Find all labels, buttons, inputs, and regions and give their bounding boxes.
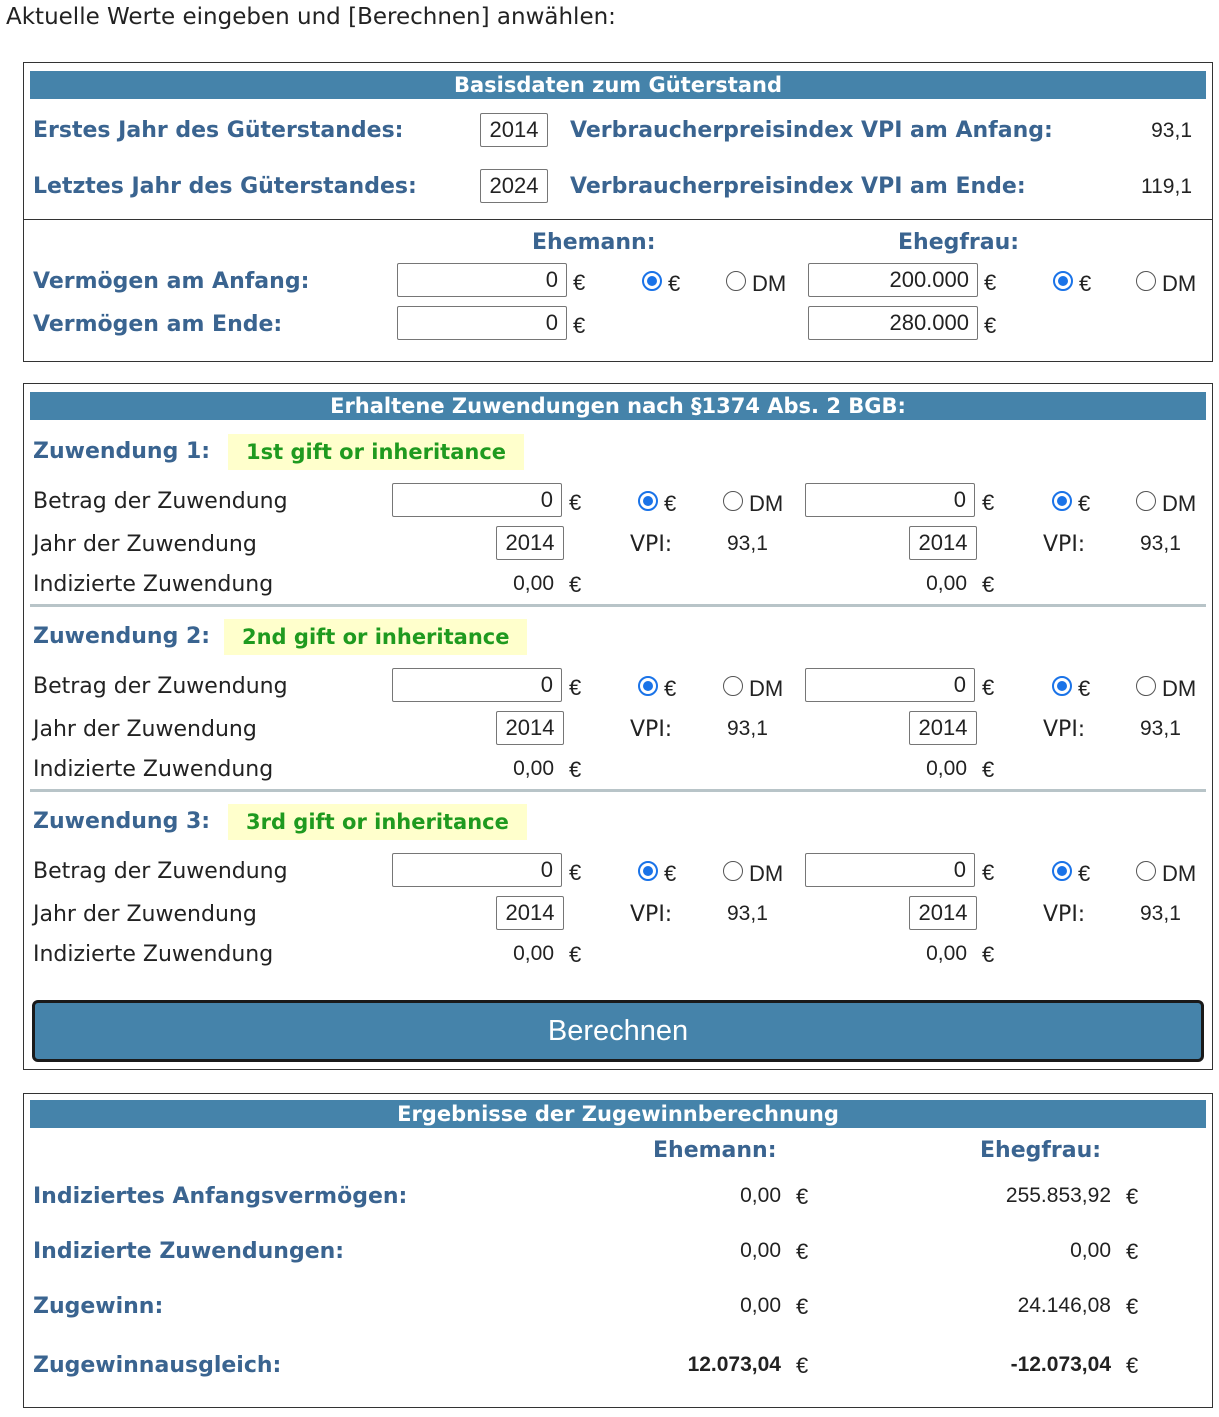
first-year-input[interactable]: 2014 (480, 113, 548, 147)
currency-label: € (982, 675, 995, 700)
currency-label: € (796, 1353, 809, 1378)
frau-indiziert-value: 0,00 (926, 572, 967, 595)
currency-label: € (796, 1294, 809, 1319)
ergebnis-frau-value: 0,00 (1070, 1239, 1111, 1262)
radio-dm-label: DM (749, 491, 784, 516)
ergebnis-frau-value: 255.853,92 (1005, 1184, 1111, 1207)
mann-betrag-eur-radio[interactable] (638, 491, 658, 511)
zuwendung-separator (30, 789, 1206, 792)
indiziert-label: Indizierte Zuwendung (33, 572, 274, 597)
currency-label: € (1126, 1294, 1139, 1319)
radio-eur-label: € (664, 861, 677, 886)
vpi-end-value: 119,1 (1141, 175, 1192, 198)
zuwendung-tag: 1st gift or inheritance (228, 434, 524, 470)
zuwendungen-panel (23, 383, 1213, 1070)
frau-betrag-input[interactable]: 0 (805, 853, 975, 887)
mann-betrag-input[interactable]: 0 (392, 853, 562, 887)
currency-label: € (984, 270, 997, 295)
frau-betrag-dm-radio[interactable] (1136, 861, 1156, 881)
vermoegen-ende-label: Vermögen am Ende: (33, 312, 283, 337)
vpi-label: VPI: (1043, 902, 1086, 927)
ergebnis-row-label: Indizierte Zuwendungen: (33, 1239, 345, 1264)
frau-betrag-dm-radio[interactable] (1136, 491, 1156, 511)
currency-label: € (982, 942, 995, 967)
currency-label: € (982, 860, 995, 885)
radio-eur-label: € (1078, 676, 1091, 701)
last-year-input[interactable]: 2024 (480, 169, 548, 203)
ergebnis-mann-value: 12.073,04 (687, 1353, 781, 1376)
currency-label: € (984, 313, 997, 338)
currency-label: € (982, 572, 995, 597)
mann-betrag-dm-radio[interactable] (723, 491, 743, 511)
zuwendung-title: Zuwendung 2: (33, 624, 211, 649)
frau-ende-input[interactable]: 280.000 (808, 306, 978, 340)
frau-indiziert-value: 0,00 (926, 757, 967, 780)
currency-label: € (569, 572, 582, 597)
basisdaten-header: Basisdaten zum Güterstand (30, 71, 1206, 99)
indiziert-label: Indizierte Zuwendung (33, 757, 274, 782)
currency-label: € (982, 490, 995, 515)
radio-eur-label: € (668, 271, 681, 296)
jahr-label: Jahr der Zuwendung (33, 717, 257, 742)
frau-jahr-input[interactable]: 2014 (909, 896, 977, 930)
radio-dm-label: DM (1162, 861, 1197, 886)
mann-betrag-eur-radio[interactable] (638, 861, 658, 881)
mann-anfang-eur-radio[interactable] (642, 271, 662, 291)
radio-eur-label: € (664, 676, 677, 701)
frau-vpi-value: 93,1 (1140, 902, 1181, 925)
currency-label: € (796, 1239, 809, 1264)
ergebnis-mann-value: 0,00 (740, 1294, 781, 1317)
zuwendung-separator (30, 604, 1206, 607)
zuwendung-tag: 3rd gift or inheritance (228, 804, 527, 840)
frau-betrag-dm-radio[interactable] (1136, 676, 1156, 696)
currency-label: € (1126, 1353, 1139, 1378)
frau-anfang-input[interactable]: 200.000 (808, 263, 978, 297)
frau-jahr-input[interactable]: 2014 (909, 711, 977, 745)
currency-label: € (1126, 1184, 1139, 1209)
mann-betrag-dm-radio[interactable] (723, 676, 743, 696)
ergebnis-row-label: Indiziertes Anfangsvermögen: (33, 1184, 408, 1209)
jahr-label: Jahr der Zuwendung (33, 902, 257, 927)
zuwendung-tag: 2nd gift or inheritance (224, 619, 527, 655)
currency-label: € (796, 1184, 809, 1209)
mann-vpi-value: 93,1 (727, 902, 768, 925)
basisdaten-panel (23, 62, 1213, 362)
vermoegen-anfang-label: Vermögen am Anfang: (33, 269, 310, 294)
indiziert-label: Indizierte Zuwendung (33, 942, 274, 967)
frau-betrag-eur-radio[interactable] (1052, 861, 1072, 881)
mann-indiziert-value: 0,00 (513, 572, 554, 595)
radio-dm-label: DM (1162, 491, 1197, 516)
radio-dm-label: DM (749, 861, 784, 886)
basisdaten-divider (24, 219, 1212, 220)
berechnen-button[interactable]: Berechnen (32, 1000, 1204, 1062)
vpi-end-label: Verbraucherpreisindex VPI am Ende: (570, 174, 1026, 199)
currency-label: € (573, 313, 586, 338)
radio-eur-label: € (1078, 491, 1091, 516)
jahr-label: Jahr der Zuwendung (33, 532, 257, 557)
zuwendung-title: Zuwendung 1: (33, 439, 211, 464)
ehemann-column-label: Ehemann: (532, 230, 656, 255)
ergebnis-ehemann-label: Ehemann: (653, 1138, 777, 1163)
frau-betrag-eur-radio[interactable] (1052, 491, 1072, 511)
ergebnis-ehefrau-label: Ehegfrau: (980, 1138, 1102, 1163)
radio-dm-label: DM (749, 676, 784, 701)
currency-label: € (573, 270, 586, 295)
mann-anfang-input[interactable]: 0 (397, 263, 567, 297)
vpi-start-value: 93,1 (1151, 119, 1192, 142)
vpi-label: VPI: (1043, 717, 1086, 742)
mann-indiziert-value: 0,00 (513, 757, 554, 780)
mann-jahr-input[interactable]: 2014 (496, 711, 564, 745)
mann-ende-input[interactable]: 0 (397, 306, 567, 340)
frau-vpi-value: 93,1 (1140, 532, 1181, 555)
zuwendung-title: Zuwendung 3: (33, 809, 211, 834)
frau-betrag-input[interactable]: 0 (805, 483, 975, 517)
currency-label: € (569, 860, 582, 885)
currency-label: € (1126, 1239, 1139, 1264)
ergebnis-row-label: Zugewinnausgleich: (33, 1353, 282, 1378)
mann-betrag-eur-radio[interactable] (638, 676, 658, 696)
frau-anfang-eur-radio[interactable] (1053, 271, 1073, 291)
betrag-label: Betrag der Zuwendung (33, 489, 288, 514)
frau-indiziert-value: 0,00 (926, 942, 967, 965)
ergebnis-mann-value: 0,00 (740, 1239, 781, 1262)
vpi-label: VPI: (630, 902, 673, 927)
ehefrau-column-label: Ehegfrau: (898, 230, 1020, 255)
vpi-label: VPI: (630, 717, 673, 742)
currency-label: € (569, 757, 582, 782)
mann-jahr-input[interactable]: 2014 (496, 896, 564, 930)
mann-betrag-dm-radio[interactable] (723, 861, 743, 881)
frau-betrag-input[interactable]: 0 (805, 668, 975, 702)
radio-eur-label: € (1079, 271, 1092, 296)
mann-vpi-value: 93,1 (727, 532, 768, 555)
frau-vpi-value: 93,1 (1140, 717, 1181, 740)
mann-betrag-input[interactable]: 0 (392, 483, 562, 517)
mann-jahr-input[interactable]: 2014 (496, 526, 564, 560)
frau-anfang-dm-radio[interactable] (1136, 271, 1156, 291)
ergebnis-header: Ergebnisse der Zugewinnberechnung (30, 1100, 1206, 1128)
radio-dm-label: DM (752, 271, 787, 296)
radio-eur-label: € (1078, 861, 1091, 886)
ergebnis-mann-value: 0,00 (740, 1184, 781, 1207)
ergebnis-panel (23, 1093, 1213, 1408)
frau-jahr-input[interactable]: 2014 (909, 526, 977, 560)
mann-anfang-dm-radio[interactable] (726, 271, 746, 291)
mann-betrag-input[interactable]: 0 (392, 668, 562, 702)
ergebnis-frau-value: -12.073,04 (1010, 1353, 1111, 1376)
last-year-label: Letztes Jahr des Güterstandes: (33, 174, 417, 199)
currency-label: € (569, 490, 582, 515)
currency-label: € (569, 675, 582, 700)
ergebnis-row-label: Zugewinn: (33, 1294, 164, 1319)
radio-dm-label: DM (1162, 271, 1197, 296)
ergebnis-frau-value: 24.146,08 (1017, 1294, 1111, 1317)
vpi-label: VPI: (630, 532, 673, 557)
mann-vpi-value: 93,1 (727, 717, 768, 740)
radio-dm-label: DM (1162, 676, 1197, 701)
zuwendungen-header: Erhaltene Zuwendungen nach §1374 Abs. 2 BGB: (30, 392, 1206, 420)
betrag-label: Betrag der Zuwendung (33, 674, 288, 699)
vpi-start-label: Verbraucherpreisindex VPI am Anfang: (570, 118, 1053, 143)
vpi-label: VPI: (1043, 532, 1086, 557)
currency-label: € (569, 942, 582, 967)
mann-indiziert-value: 0,00 (513, 942, 554, 965)
frau-betrag-eur-radio[interactable] (1052, 676, 1072, 696)
radio-eur-label: € (664, 491, 677, 516)
currency-label: € (982, 757, 995, 782)
first-year-label: Erstes Jahr des Güterstandes: (33, 118, 404, 143)
intro-text: Aktuelle Werte eingeben und [Berechnen] anwählen: (6, 4, 616, 30)
betrag-label: Betrag der Zuwendung (33, 859, 288, 884)
